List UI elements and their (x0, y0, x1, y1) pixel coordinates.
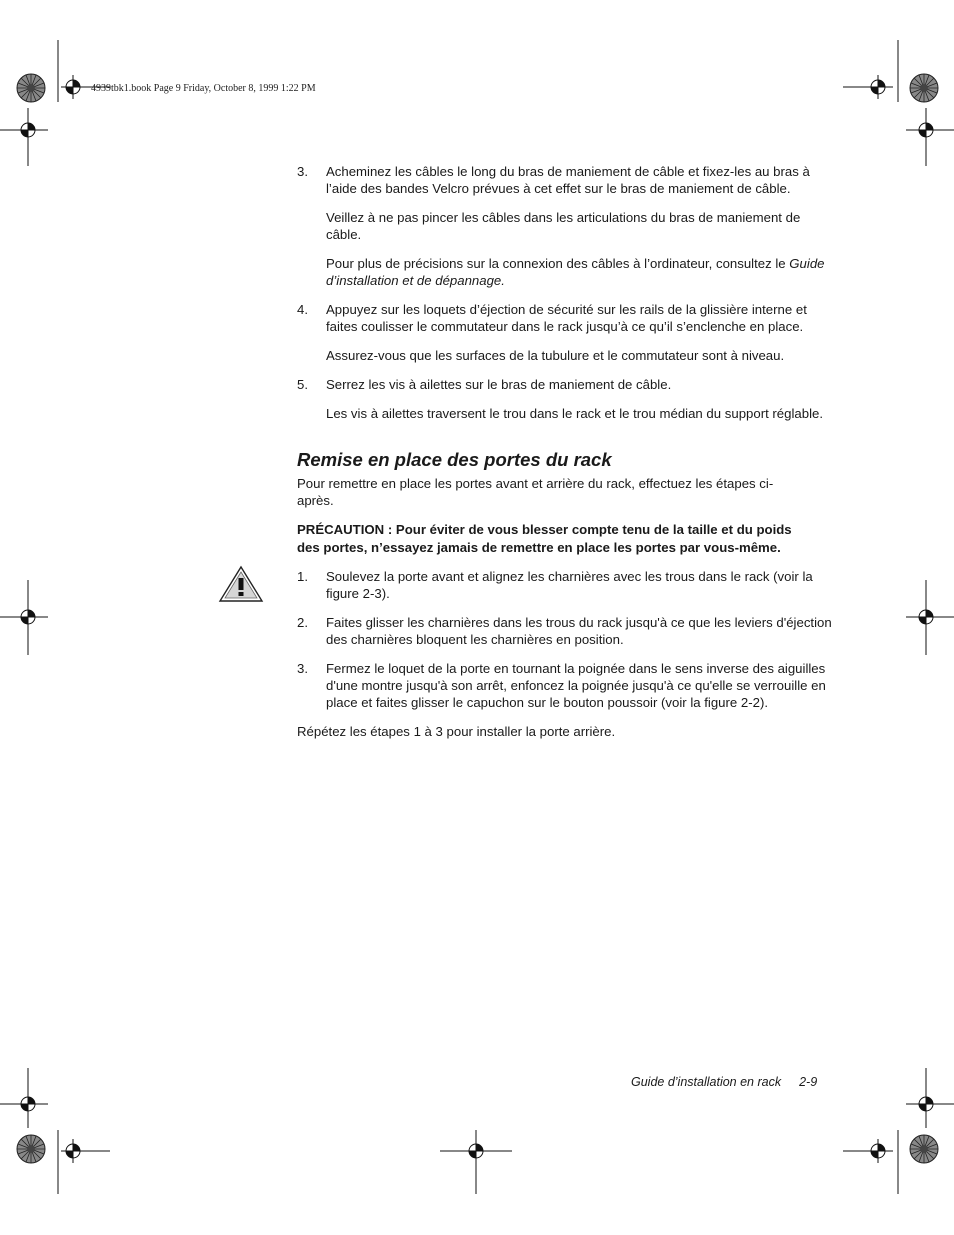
step-number: 1. (297, 569, 308, 584)
step-number: 3. (297, 164, 308, 179)
print-file-info: 4939tbk1.book Page 9 Friday, October 8, 1999 1:22 PM (91, 83, 316, 94)
footer-title: Guide d’installation en rack (631, 1075, 782, 1089)
list-item (297, 660, 833, 711)
note-paragraph: Veillez à ne pas pincer les câbles dans les articulations du bras de maniement de câble. (326, 210, 801, 242)
page-number: 2-9 (799, 1075, 818, 1089)
list-item (297, 376, 833, 393)
page-body (297, 163, 833, 752)
note-paragraph: Assurez-vous que les surfaces de la tubulure et le commutateur sont à niveau. (326, 348, 785, 363)
page-footer (631, 1075, 817, 1089)
step-text: Appuyez sur les loquets d’éjection de sécurité sur les rails de la glissière interne et faites coulisser le commutateur dans le rack jusqu’à ce qu’il s’enclenche en place. (326, 302, 807, 334)
step-number: 3. (297, 661, 308, 676)
caution-text: PRÉCAUTION : Pour éviter de vous blesser compte tenu de la taille et du poids des portes, n’essayez jamais de remettre en place les portes par vous-même. (297, 522, 792, 555)
document-reference: Guide d’installation et de dépannage. (326, 256, 825, 288)
note-text: Pour plus de précisions sur la connexion des câbles à l’ordinateur, consultez le (326, 256, 790, 271)
section-heading: Remise en place des portes du rack (297, 449, 612, 470)
note-paragraph: Les vis à ailettes traversent le trou dans le rack et le trou médian du support réglable. (326, 406, 823, 421)
step-text: Acheminez les câbles le long du bras de maniement de câble et fixez-les au bras à l’aide des bandes Velcro prévues à cet effet sur le bras de maniement de câble. (326, 164, 810, 196)
step-text: Fermez le loquet de la porte en tournant la poignée dans le sens inverse des aiguilles d'une montre jusqu'à son arrêt, enfoncez la poignée jusqu'à ce qu'elle se verrouille en place et faites glisser le capuchon sur le bouton poussoir (voir la figure 2-2). (326, 661, 826, 710)
step-text: Soulevez la porte avant et alignez les charnières avec les trous dans le rack (voir la figure 2-3). (326, 569, 813, 601)
step-number: 4. (297, 302, 308, 317)
list-item (297, 568, 833, 602)
list-item (297, 301, 833, 335)
note-paragraph (326, 255, 833, 289)
step-number: 5. (297, 377, 308, 392)
list-item (297, 614, 833, 648)
list-item (297, 163, 833, 197)
step-text: Faites glisser les charnières dans les trous du rack jusqu'à ce que les leviers d'éjection des charnières bloquent les charnières en position. (326, 615, 832, 647)
step-number: 2. (297, 615, 308, 630)
section-intro: Pour remettre en place les portes avant et arrière du rack, effectuez les étapes ci-après. (297, 476, 774, 508)
closing-paragraph: Répétez les étapes 1 à 3 pour installer la porte arrière. (297, 724, 616, 739)
step-text: Serrez les vis à ailettes sur le bras de maniement de câble. (326, 377, 672, 392)
caution-triangle-icon (218, 565, 264, 603)
